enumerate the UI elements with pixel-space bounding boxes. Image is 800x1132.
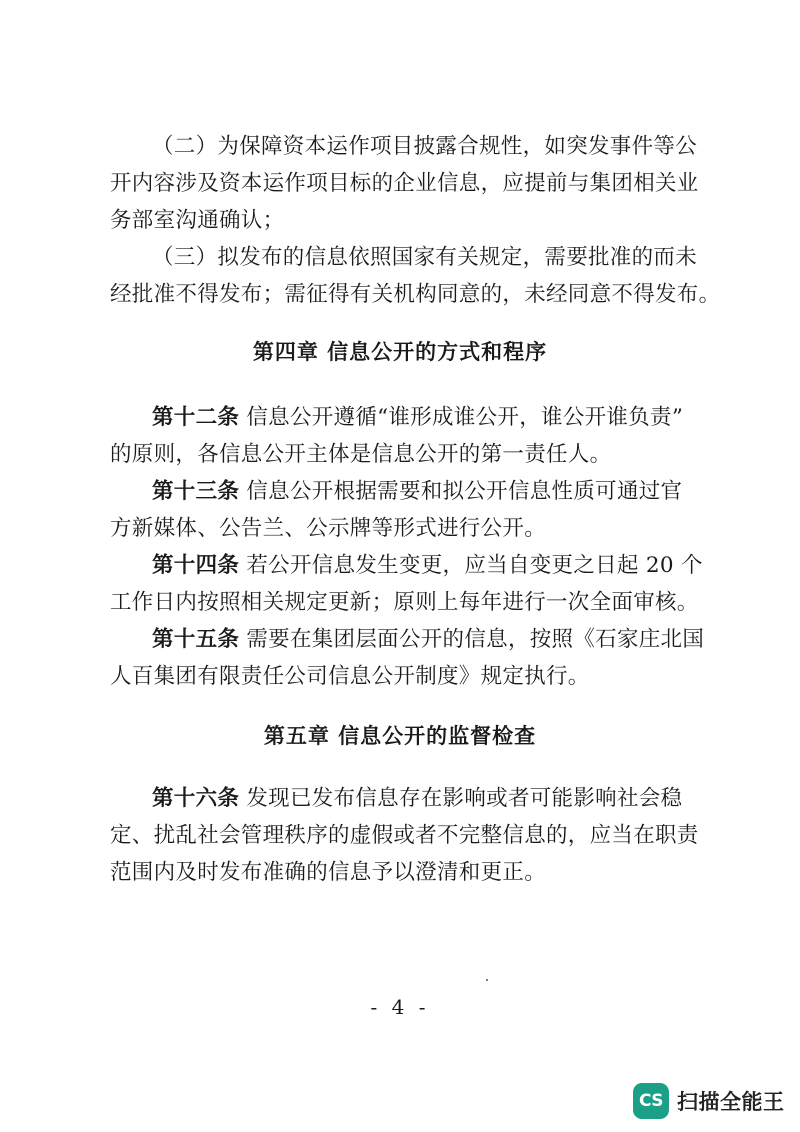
- paragraph-line: 经批准不得发布；需征得有关机构同意的，未经同意不得发布。: [110, 282, 721, 307]
- article-15: [152, 626, 705, 654]
- article-label: 第十四条: [152, 553, 240, 578]
- paragraph-line: 方新媒体、公告兰、公示牌等形式进行公开。: [110, 516, 547, 541]
- article-13: [152, 478, 683, 506]
- scanner-watermark: [633, 1083, 785, 1119]
- page-number: - 4 -: [370, 995, 430, 1019]
- paragraph-line: 范围内及时发布准确的信息予以澄清和更正。: [110, 860, 547, 885]
- article-text: 需要在集团层面公开的信息，按照《石家庄北国: [239, 627, 705, 652]
- article-14: [152, 552, 703, 580]
- article-label: 第十二条: [152, 405, 240, 430]
- article-label: 第十六条: [152, 786, 240, 811]
- camscanner-logo-icon: CS: [633, 1083, 669, 1119]
- scan-speck: [486, 979, 488, 981]
- article-label: 第十五条: [152, 627, 240, 652]
- article-label: 第十三条: [152, 479, 240, 504]
- chapter-heading: 第五章 信息公开的监督检查: [263, 724, 537, 748]
- paragraph-line: （二）为保障资本运作项目披露合规性，如突发事件等公: [152, 134, 698, 159]
- paragraph-line: 工作日内按照相关规定更新；原则上每年进行一次全面审核。: [110, 590, 699, 615]
- paragraph-line: 定、扰乱社会管理秩序的虚假或者不完整信息的，应当在职责: [110, 823, 699, 848]
- paragraph-line: （三）拟发布的信息依照国家有关规定，需要批准的而未: [152, 245, 698, 270]
- article-text: 发现已发布信息存在影响或者可能影响社会稳: [239, 786, 683, 811]
- paragraph-line: 务部室沟通确认；: [110, 208, 285, 233]
- article-text: 信息公开遵循“谁形成谁公开，谁公开谁负责”: [239, 405, 684, 430]
- paragraph-line: 的原则，各信息公开主体是信息公开的第一责任人。: [110, 442, 612, 467]
- article-text: 若公开信息发生变更，应当自变更之日起 20 个: [239, 553, 703, 578]
- article-text: 信息公开根据需要和拟公开信息性质可通过官: [239, 479, 683, 504]
- article-12: [152, 404, 684, 432]
- paragraph-line: 开内容涉及资本运作项目标的企业信息，应提前与集团相关业: [110, 171, 699, 196]
- article-16: [152, 785, 683, 813]
- chapter-heading: 第四章 信息公开的方式和程序: [252, 340, 548, 364]
- watermark-app-name: 扫描全能王: [677, 1090, 785, 1114]
- paragraph-line: 人百集团有限责任公司信息公开制度》规定执行。: [110, 664, 590, 689]
